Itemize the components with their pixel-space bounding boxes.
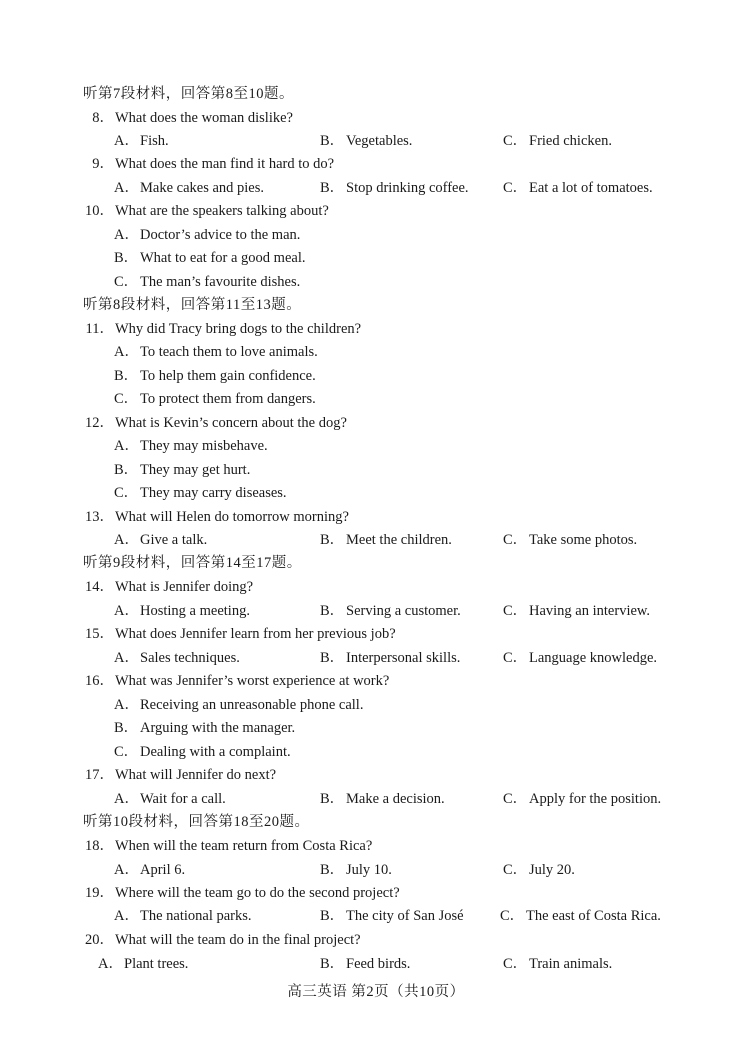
option-letter: B． [320,956,345,972]
question-number: 17． [85,767,114,783]
question-number: 19． [85,885,114,901]
option-letter: C． [114,744,139,760]
answer-option [114,649,240,667]
answer-option [114,367,316,385]
question-number: 15． [85,626,114,642]
question-stem [80,884,400,902]
option-letter: C． [114,274,139,290]
option-text: Fish. [140,133,169,149]
option-text: They may get hurt. [140,462,251,478]
question-stem [80,931,361,949]
option-letter: B． [320,862,345,878]
answer-option [114,179,264,197]
option-letter: C． [503,650,528,666]
answer-option [320,907,464,925]
option-letter: C． [503,532,528,548]
option-text: They may carry diseases. [140,485,287,501]
question-number: 12． [85,415,114,431]
question-number: 18． [85,838,114,854]
answer-option [503,649,657,667]
option-text: Vegetables. [346,133,413,149]
option-text: Give a talk. [140,532,208,548]
option-text: The city of San José [346,908,464,924]
option-text: Sales techniques. [140,650,240,666]
option-letter: B． [320,532,345,548]
option-letter: A． [114,227,139,243]
question-stem [80,578,253,596]
option-letter: B． [320,908,345,924]
answer-option [320,132,412,150]
answer-option [114,484,287,502]
option-text: Having an interview. [529,603,651,619]
option-text: What to eat for a good meal. [140,250,306,266]
option-text: Language knowledge. [529,650,658,666]
option-text: The man’s favourite dishes. [140,274,301,290]
question-number: 8． [92,110,114,126]
question-stem [80,155,334,173]
answer-option [114,132,169,150]
section-heading: 听第7段材料，回答第8至10题。 [83,86,294,102]
answer-option [114,861,185,879]
option-text: Fried chicken. [529,133,612,149]
answer-option [114,390,316,408]
option-letter: A． [114,908,139,924]
answer-option [503,531,637,549]
answer-option [98,955,188,973]
option-letter: A． [114,438,139,454]
answer-option [114,273,300,291]
question-text: What does Jennifer learn from her previous job? [115,626,396,642]
question-text: What is Kevin’s concern about the dog? [115,415,347,431]
option-text: Serving a customer. [346,603,461,619]
answer-option [503,790,661,808]
question-stem [80,320,361,338]
answer-option [114,743,291,761]
option-letter: B． [320,133,345,149]
question-stem [80,508,349,526]
answer-option [320,955,410,973]
question-stem [80,414,347,432]
question-stem [80,672,389,690]
option-text: Interpersonal skills. [346,650,461,666]
answer-option [320,179,469,197]
option-text: Feed birds. [346,956,411,972]
answer-option [114,907,252,925]
option-letter: B． [320,650,345,666]
answer-option [503,179,653,197]
answer-option [114,343,318,361]
answer-option [114,719,295,737]
question-text: What will the team do in the final project? [115,932,361,948]
option-text: Doctor’s advice to the man. [140,227,301,243]
option-letter: C． [503,956,528,972]
option-letter: B． [320,603,345,619]
option-letter: A． [114,133,139,149]
question-number: 20． [85,932,114,948]
option-letter: C． [500,908,525,924]
option-letter: A． [114,532,139,548]
option-text: Stop drinking coffee. [346,180,469,196]
option-letter: C． [503,862,528,878]
answer-option [114,531,207,549]
answer-option [320,790,445,808]
option-letter: B． [320,791,345,807]
option-letter: B． [114,250,139,266]
answer-option [114,249,305,267]
question-number: 9． [92,156,114,172]
question-number: 10． [85,203,114,219]
option-text: They may misbehave. [140,438,268,454]
answer-option [320,602,461,620]
answer-option [320,649,460,667]
question-text: Where will the team go to do the second project? [115,885,400,901]
answer-option [503,955,612,973]
option-text: Wait for a call. [140,791,226,807]
option-text: Eat a lot of tomatoes. [529,180,653,196]
answer-option [114,790,226,808]
question-text: Why did Tracy bring dogs to the children? [115,321,362,337]
option-text: The east of Costa Rica. [526,908,661,924]
question-stem [80,766,276,784]
option-text: To teach them to love animals. [140,344,318,360]
option-text: Make a decision. [346,791,445,807]
question-stem [80,625,396,643]
option-letter: A． [114,180,139,196]
option-text: Apply for the position. [529,791,662,807]
answer-option [114,696,363,714]
answer-option [114,461,250,479]
option-text: To protect them from dangers. [140,391,316,407]
answer-option [503,132,612,150]
option-text: Arguing with the manager. [140,720,296,736]
option-text: Plant trees. [124,956,189,972]
option-letter: B． [320,180,345,196]
option-letter: B． [114,462,139,478]
section-heading: 听第10段材料，回答第18至20题。 [83,814,310,830]
answer-option [114,437,268,455]
question-text: What are the speakers talking about? [115,203,329,219]
option-letter: B． [114,368,139,384]
option-letter: C． [503,133,528,149]
answer-option [320,861,392,879]
question-text: What does the man find it hard to do? [115,156,335,172]
answer-option [500,907,661,925]
question-number: 11． [85,321,114,337]
option-letter: B． [114,720,139,736]
option-text: Dealing with a complaint. [140,744,291,760]
question-text: What will Helen do tomorrow morning? [115,509,349,525]
option-text: The national parks. [140,908,252,924]
question-number: 13． [85,509,114,525]
option-letter: C． [114,485,139,501]
question-number: 14． [85,579,114,595]
option-text: Take some photos. [529,532,638,548]
option-text: To help them gain confidence. [140,368,316,384]
section-heading: 听第9段材料，回答第14至17题。 [83,555,302,571]
question-stem [80,837,372,855]
option-letter: A． [114,603,139,619]
question-number: 16． [85,673,114,689]
option-text: April 6. [140,862,186,878]
answer-option [320,531,452,549]
option-letter: A． [114,862,139,878]
option-letter: C． [503,791,528,807]
question-text: What was Jennifer’s worst experience at work? [115,673,390,689]
question-stem [80,202,329,220]
option-letter: C． [114,391,139,407]
question-text: What is Jennifer doing? [115,579,254,595]
option-text: Make cakes and pies. [140,180,265,196]
option-text: July 20. [529,862,575,878]
answer-option [114,602,250,620]
question-stem [80,109,293,127]
option-letter: A． [114,344,139,360]
option-letter: C． [503,603,528,619]
question-text: What does the woman dislike? [115,110,293,126]
option-letter: C． [503,180,528,196]
question-text: When will the team return from Costa Rica? [115,838,373,854]
answer-option [503,602,650,620]
option-text: Meet the children. [346,532,452,548]
option-letter: A． [114,650,139,666]
answer-option [114,226,300,244]
option-text: Train animals. [529,956,613,972]
answer-option [503,861,575,879]
option-letter: A． [114,697,139,713]
question-text: What will Jennifer do next? [115,767,277,783]
option-letter: A． [114,791,139,807]
option-text: July 10. [346,862,392,878]
section-heading: 听第8段材料，回答第11至13题。 [83,297,302,313]
option-text: Receiving an unreasonable phone call. [140,697,364,713]
option-text: Hosting a meeting. [140,603,250,619]
page-footer: 高三英语 第2页（共10页） [287,984,465,1000]
option-letter: A． [98,956,123,972]
